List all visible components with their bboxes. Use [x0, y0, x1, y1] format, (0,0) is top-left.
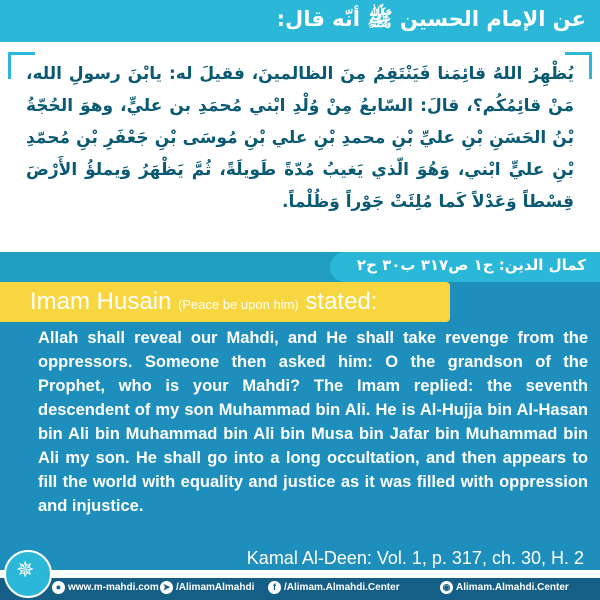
arabic-reference: كمال الدين: ج١ ص٣١٧ ب٣٠ ح٢ — [356, 256, 586, 274]
footer-website[interactable] — [52, 581, 159, 594]
telegram-icon: ➤ — [160, 581, 173, 594]
english-reference: Kamal Al-Deen: Vol. 1, p. 317, ch. 30, H. 2 — [246, 548, 584, 568]
english-heading-bar — [0, 282, 450, 322]
english-heading — [30, 288, 377, 316]
center-logo-icon — [4, 550, 52, 598]
heading-verb: stated: — [305, 288, 378, 315]
header-band — [0, 0, 600, 42]
arabic-narration: يُظْهِرُ اللهُ قائِمَنا فَيَنْتَقِمُ مِنَ الظالمينَ، فقيلَ له: يابْنَ رسولِ الله، مَنْ قائِمُكُم؟، قالَ: السّابعُ مِنْ وُلْدِ ابْني مُحمَدِ بن عليٍّ، وهوَ الحُجّةُ بْنُ الحَسَنِ بْنِ عليِّ بْنِ محمدِ بْنِ علي بْنِ مُوسَى بْنِ جَعْفَرِ بْنِ مُحمّدِ بْنِ عليٍّ ابْني، وَهُوَ الّذي يَغيبُ مُدّةً طَويلَةً، ثُمَّ يَظْهَرُ وَيملؤُ الأَرْضَ قِسْطاً وَعَدْلاً كَما مُلِئَتْ جَوْراً وَظُلْماً. — [26, 64, 574, 212]
instagram-icon: ◉ — [440, 581, 453, 594]
footer-instagram[interactable] — [440, 581, 569, 594]
footer-telegram[interactable] — [160, 581, 254, 594]
english-narration: Allah shall reveal our Mahdi, and He shall take revenge from the oppressors. Someone then asked him: O the grandson of the Prophet, who is your Mahdi? The Imam replied: the seventh descendent of my son Muhammad bin Ali. He is Al-Hujja bin Al-Hasan bin Ali bin Muhammad bin Ali bin Musa bin Jafar bin Muhammad bin Ali my son. He shall go into a long occultation, and then appears to fill the world with equality and justice as it was filled with oppression and injustice. — [38, 329, 588, 515]
globe-icon: ● — [52, 581, 65, 594]
footer-bar — [0, 578, 600, 600]
arabic-reference-pill — [330, 252, 600, 282]
heading-name: Imam Husain — [30, 288, 172, 315]
arabic-reference-band — [0, 252, 600, 282]
facebook-icon: f — [268, 581, 281, 594]
telegram-text: /AlimamAlmahdi — [176, 582, 255, 594]
website-text: www.m-mahdi.com — [68, 582, 159, 594]
facebook-text: /Alimam.Almahdi.Center — [284, 582, 400, 594]
english-panel — [0, 282, 600, 570]
instagram-text: Alimam.Almahdi.Center — [456, 582, 569, 594]
page-title: عن الإمام الحسين ﷺ أنّه قال: — [276, 7, 586, 31]
footer-facebook[interactable] — [268, 581, 400, 594]
heading-honorific: (Peace be upon him) — [178, 297, 299, 312]
